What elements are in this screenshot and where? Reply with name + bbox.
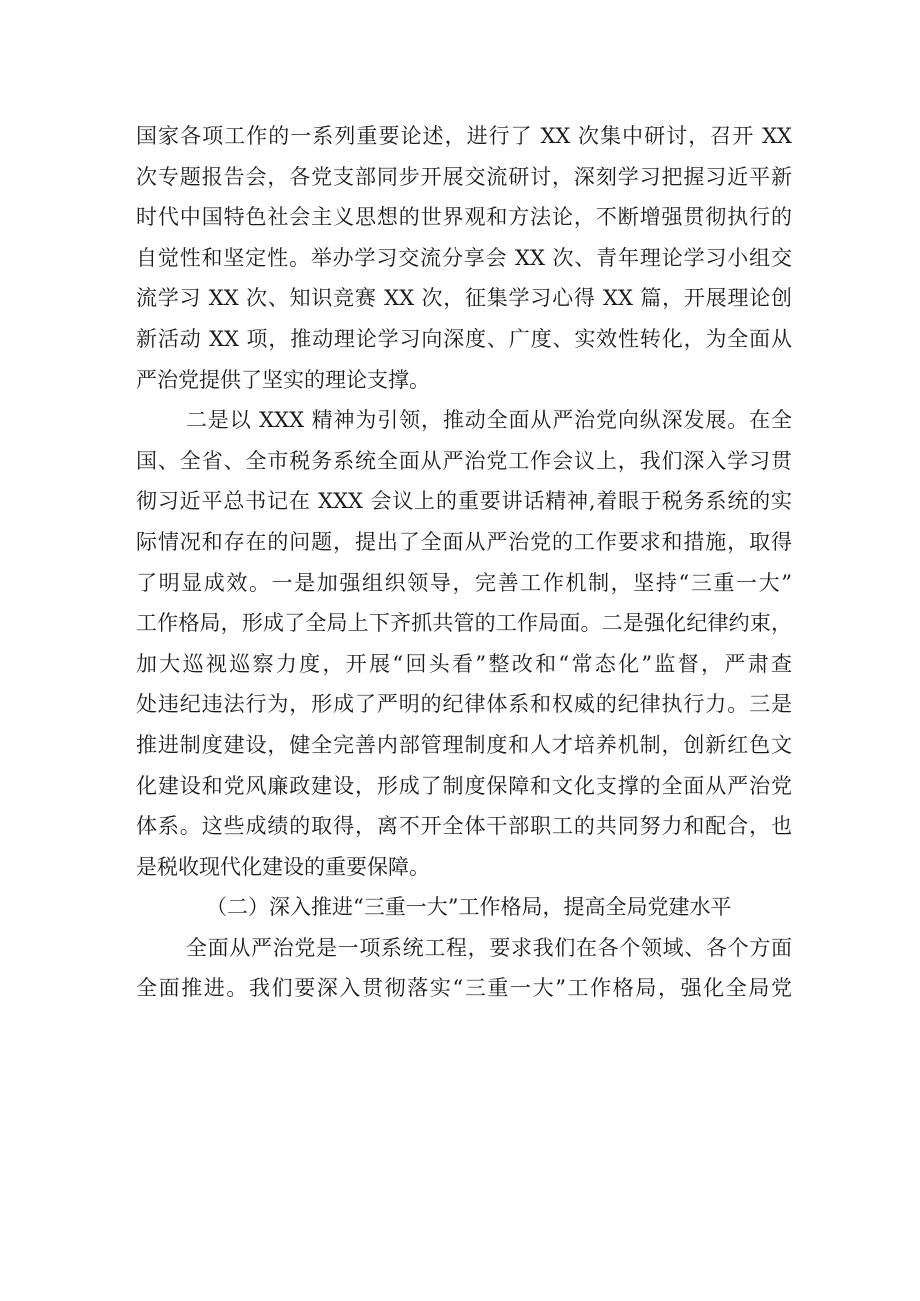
paragraph-line: 推进制度建设，健全完善内部管理制度和人才培养机制，创新红色文 — [136, 732, 792, 757]
paragraph-line: 国、全省、全市税务系统全面从严治党工作会议上，我们深入学习贯 — [136, 448, 792, 473]
paragraph-line: 彻习近平总书记在 XXX 会议上的重要讲话精神,着眼于税务系统的实 — [136, 489, 792, 514]
paragraph-line: 体系。这些成绩的取得，离不开全体干部职工的共同努力和配合，也 — [136, 814, 792, 839]
paragraph-line: 新活动 XX 项，推动理论学习向深度、广度、实效性转化，为全面从 — [136, 326, 792, 351]
paragraph-line: 化建设和党风廉政建设，形成了制度保障和文化支撑的全面从严治党 — [136, 773, 792, 798]
paragraph-line: 了明显成效。一是加强组织领导，完善工作机制，坚持“三重一大” — [136, 570, 792, 595]
paragraph-line: 二是以 XXX 精神为引领，推动全面从严治党向纵深发展。在全 — [186, 408, 792, 433]
paragraph-line: 次专题报告会，各党支部同步开展交流研讨，深刻学习把握习近平新 — [136, 164, 792, 189]
paragraph-line: 际情况和存在的问题，提出了全面从严治党的工作要求和措施，取得 — [136, 529, 792, 554]
paragraph-line: 全面推进。我们要深入贯彻落实“三重一大”工作格局，强化全局党 — [136, 976, 792, 1001]
paragraph-line: 时代中国特色社会主义思想的世界观和方法论，不断增强贯彻执行的 — [136, 205, 792, 230]
paragraph-line: 自觉性和坚定性。举办学习交流分享会 XX 次、青年理论学习小组交 — [136, 245, 792, 270]
document-body — [136, 116, 792, 1009]
paragraph-line: 处违纪违法行为，形成了严明的纪律体系和权威的纪律执行力。三是 — [136, 692, 792, 717]
section-heading — [136, 887, 792, 928]
paragraph-line: 流学习 XX 次、知识竞赛 XX 次，征集学习心得 XX 篇，开展理论创 — [136, 286, 792, 311]
paragraph-line: 全面从严治党是一项系统工程，要求我们在各个领域、各个方面 — [186, 935, 792, 960]
paragraph-2 — [136, 400, 792, 887]
paragraph-line: 是税收现代化建设的重要保障。 — [136, 854, 430, 879]
paragraph-line: 严治党提供了坚实的理论支撑。 — [136, 367, 430, 392]
paragraph-1 — [136, 116, 792, 400]
paragraph-line: 加大巡视巡察力度，开展“回头看”整改和“常态化”监督，严肃查 — [136, 651, 792, 676]
paragraph-line: 国家各项工作的一系列重要论述，进行了 XX 次集中研讨，召开 XX — [136, 124, 792, 148]
paragraph-3 — [136, 928, 792, 1009]
paragraph-line: 工作格局，形成了全局上下齐抓共管的工作局面。二是强化纪律约束， — [136, 611, 792, 636]
section-heading-text: （二）深入推进“三重一大”工作格局，提高全局党建水平 — [206, 895, 732, 920]
